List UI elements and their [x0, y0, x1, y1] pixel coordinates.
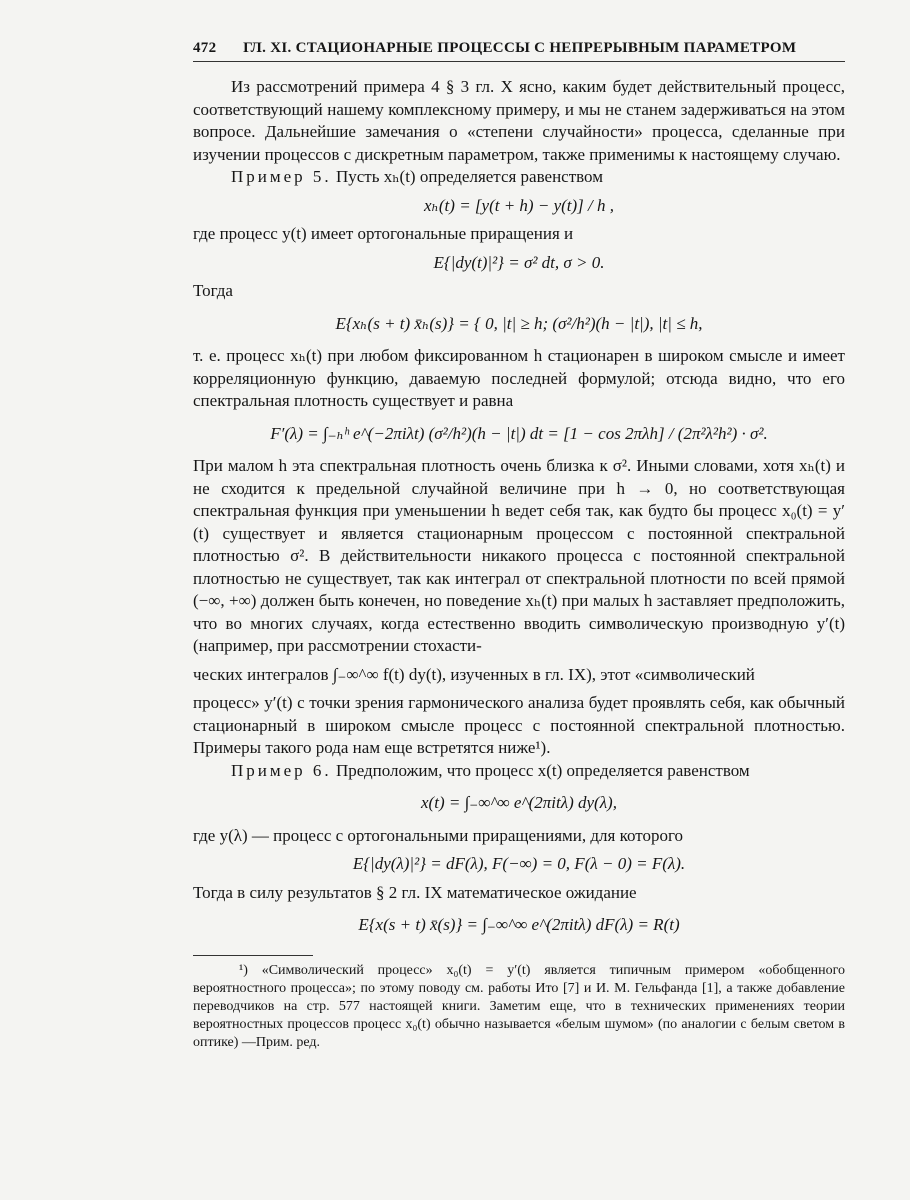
- formula-correlation-function: E{xₕ(s + t) x̄ₕ(s)} = { 0, |t| ≥ h; (σ²/h²)(h − |t|), |t| ≤ h,: [335, 313, 703, 333]
- running-title: ГЛ. XI. СТАЦИОНАРНЫЕ ПРОЦЕССЫ С НЕПРЕРЫВНЫМ ПАРАМЕТРОМ: [243, 40, 797, 56]
- footnote-rule: [193, 955, 313, 956]
- formula-covariance-R: E{x(s + t) x̄(s)} = ∫₋∞^∞ e^(2πitλ) dF(λ) = R(t): [358, 915, 680, 934]
- formula-difference-quotient: xₕ(t) = [y(t + h) − y(t)] / h ,: [424, 195, 614, 215]
- paragraph-expectation: Тогда в силу результатов § 2 гл. IX математическое ожидание: [193, 882, 637, 902]
- paragraph-small-h: При малом h эта спектральная плотность очень близка к σ². Иными словами, хотя xₕ(t) и не сходится к предельной случайной величине при h → 0, но соответствующая спектральная функция при уменьшении h ведет себя так, как будто бы процесс x₀(t) = y′(t) существует и является стационарным процессом с постоянной спектральной плотностью σ². В действительности никакого процесса с постоянной спектральной плотностью не существует, так как интеграл от спектральной плотности по всей прямой (−∞, +∞) должен быть конечен, но поведение xₕ(t) при малых h заставляет предположить, что во многих случаях, когда естественно вводить символическую производную y′(t) (например, при рассмотрении стохасти-: [193, 456, 845, 655]
- paragraph-orthogonal-increments: где процесс y(t) имеет ортогональные приращения и: [193, 224, 574, 243]
- example-5-label: Пример 5.: [231, 167, 332, 186]
- example-6-label: Пример 6.: [231, 760, 332, 780]
- example-5-text: Пусть xₕ(t) определяется равенством: [335, 167, 603, 186]
- formula-dF: E{|dy(λ)|²} = dF(λ), F(−∞) = 0, F(λ − 0) = F(λ).: [352, 854, 686, 873]
- example-6-text: Предположим, что процесс x(t) определяется равенством: [335, 760, 750, 780]
- paragraph-intro: Из рассмотрений примера 4 § 3 гл. X ясно, каким будет действительный процесс, соответствующий нашему комплексному примеру, и мы не станем задерживаться на этом вопросе. Дальнейшие замечания о «степени случайности» процесса, сделанные при изучении процессов с дискретным параметром, также применимы к настоящему случаю.: [193, 77, 845, 164]
- paragraph-togda: Тогда: [193, 281, 233, 300]
- example-6-intro: [193, 760, 845, 783]
- footnote-text: ¹) «Символический процесс» x₀(t) = y′(t) является типичным примером «обобщенного вероятностного процесса»; по этому поводу см. работы Ито [7] и И. М. Гельфанда [1], а также добавление переводчиков на стр. 577 настоящей книги. Заметим еще, что в технических применениях теории вероятностных процессов процесс x₀(t) обычно называется «белым шумом» (по аналогии с белым светом в оптике) —Прим. ред.: [193, 962, 845, 1050]
- example-5-intro: [193, 166, 845, 189]
- paragraph-y-lambda: где y(λ) — процесс с ортогональными приращениями, для которого: [193, 825, 683, 845]
- paragraph-stochastic-integrals-line: ческих интегралов ∫₋∞^∞ f(t) dy(t), изученных в гл. IX), этот «символический: [193, 664, 755, 684]
- formula-spectral-representation: x(t) = ∫₋∞^∞ e^(2πitλ) dy(λ),: [421, 793, 617, 812]
- paragraph-stationary-wide-sense: т. е. процесс xₕ(t) при любом фиксированном h стационарен в широком смысле и имеет корреляционную функцию, даваемую последней формулой; отсюда видно, что его спектральная плотность существует и равна: [193, 346, 845, 410]
- formula-spectral-density: F′(λ) = ∫₋ₕʰ e^(−2πiλt) (σ²/h²)(h − |t|) dt = [1 − cos 2πλh] / (2π²λ²h²) · σ².: [270, 423, 768, 443]
- paragraph-symbolic-process: процесс» y′(t) с точки зрения гармонического анализа будет проявлять себя, как обычный стационарный в широком смысле процесс с постоянной спектральной плотностью. Примеры такого рода нам еще встретятся ниже¹).: [193, 693, 845, 757]
- footnote: [193, 962, 845, 1052]
- page-body: [193, 76, 845, 1052]
- running-header: [193, 40, 845, 62]
- page-number: 472: [193, 40, 217, 56]
- formula-increment-variance: E{|dy(t)|²} = σ² dt, σ > 0.: [433, 252, 605, 272]
